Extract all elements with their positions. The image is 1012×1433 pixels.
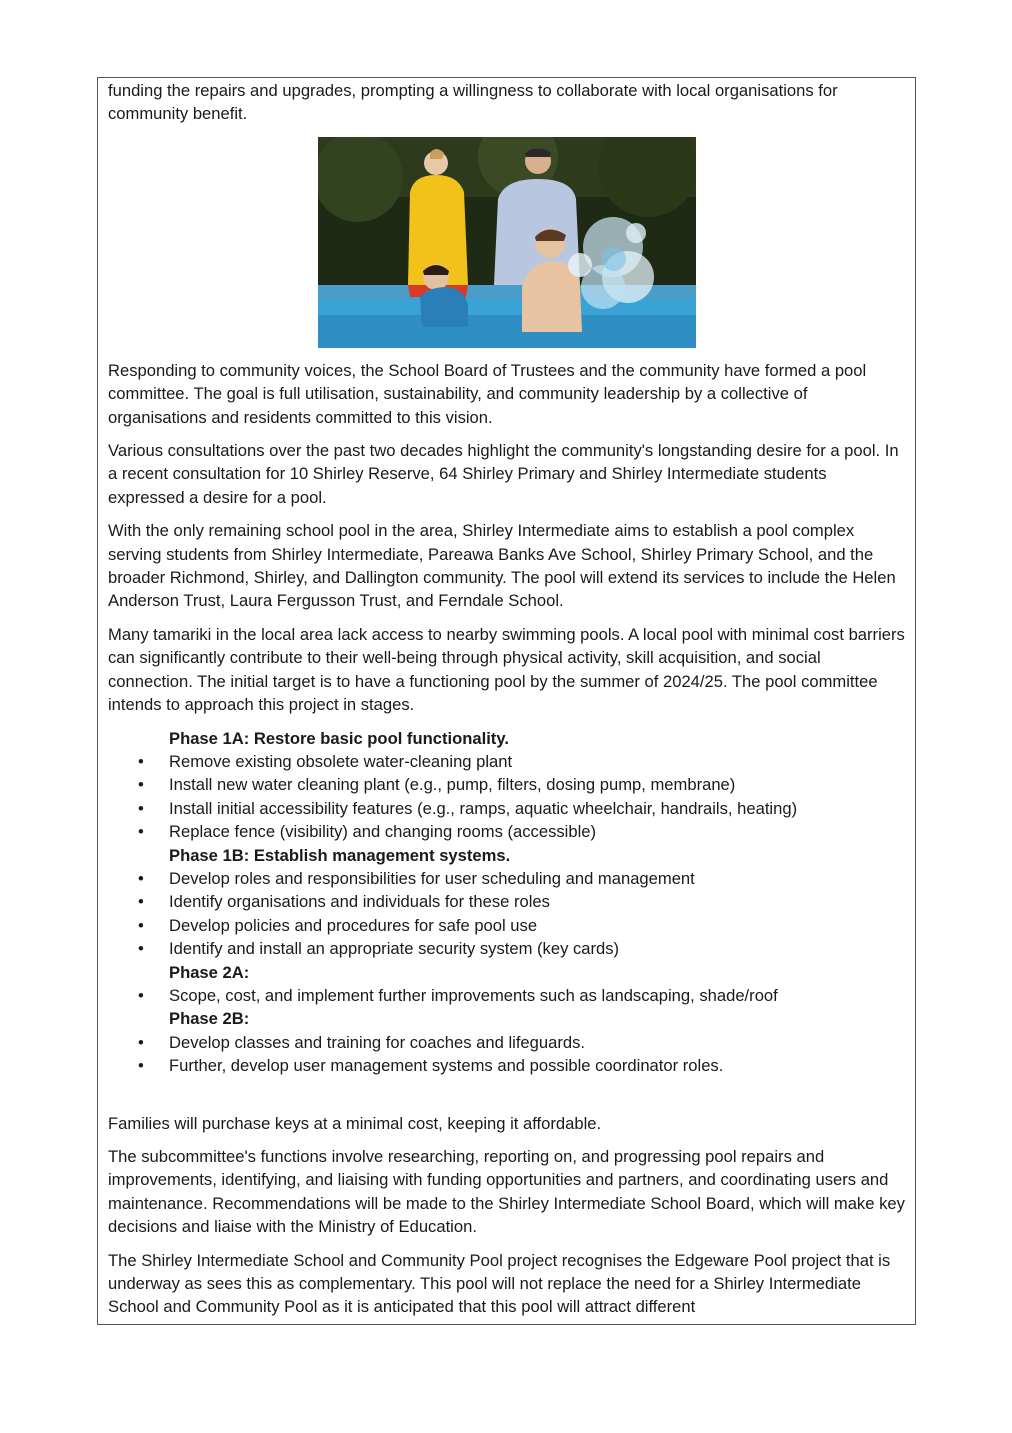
phase-items — [108, 1031, 905, 1078]
bullet-icon: • — [138, 1032, 144, 1052]
phase-items — [108, 750, 905, 844]
list-item: • Develop policies and procedures for safe pool use — [108, 914, 905, 937]
list-item: • Remove existing obsolete water-cleaning plant — [108, 750, 905, 773]
pool-photo — [318, 137, 696, 348]
phase-title: Phase 2B: — [169, 1009, 250, 1029]
list-item: • Develop classes and training for coaches and lifeguards. — [108, 1031, 905, 1054]
list-item: • Replace fence (visibility) and changing rooms (accessible) — [108, 820, 905, 843]
pool-photo-illustration — [318, 137, 696, 348]
bullet-icon: • — [138, 751, 144, 771]
bullet-icon: • — [138, 1056, 144, 1076]
pool-complex-paragraph: With the only remaining school pool in the area, Shirley Intermediate aims to establish a pool complex serving students from Shirley Intermediate, Pareawa Banks Ave School, Shirley Primary School, and the broader Richmond, Shirley, and Dallington community. The pool will extend its services to include the Helen Anderson Trust, Laura Fergusson Trust, and Ferndale School. — [108, 521, 896, 611]
list-item: • Identify organisations and individuals for these roles — [108, 890, 905, 913]
list-item: • Further, develop user management systems and possible coordinator roles. — [108, 1054, 905, 1077]
bullet-icon: • — [138, 892, 144, 912]
bullet-icon: • — [138, 985, 144, 1005]
consultation-paragraph: Various consultations over the past two decades highlight the community's longstanding desire for a pool. In a recent consultation for 10 Shirley Reserve, 64 Shirley Primary and Shirley Intermediate students expressed a desire for a pool. — [108, 441, 899, 507]
bullet-icon: • — [138, 868, 144, 888]
bullet-icon: • — [138, 915, 144, 935]
subcommittee-paragraph: The subcommittee's functions involve researching, reporting on, and progressing pool repairs and improvements, identifying, and liaising with funding opportunities and partners, and coordinating users and maintenance. Recommendations will be made to the Shirley Intermediate School Board, which will make key decisions and liaise with the Ministry of Education. — [108, 1147, 905, 1237]
bullet-icon: • — [138, 939, 144, 959]
document-frame — [97, 77, 916, 1325]
list-item: • Scope, cost, and implement further improvements such as landscaping, shade/roof — [108, 984, 905, 1007]
edgeware-paragraph: The Shirley Intermediate School and Community Pool project recognises the Edgeware Pool project that is underway as sees this as complementary. This pool will not replace the need for a Shirley Intermediate School and Community Pool as it is anticipated that this pool will attract different — [108, 1250, 891, 1317]
list-item: • Identify and install an appropriate security system (key cards) — [108, 937, 905, 960]
phases-list — [108, 727, 905, 1078]
keys-paragraph: Families will purchase keys at a minimal cost, keeping it affordable. — [108, 1113, 602, 1133]
committee-paragraph: Responding to community voices, the School Board of Trustees and the community have formed a pool committee. The goal is full utilisation, sustainability, and community leadership by a collective of organisations and residents committed to this vision. — [108, 360, 867, 427]
phase-title: Phase 1A: Restore basic pool functionality. — [169, 728, 509, 748]
intro-paragraph: funding the repairs and upgrades, prompting a willingness to collaborate with local organisations for community benefit. — [108, 81, 838, 124]
document-content — [108, 78, 905, 1319]
phase-title: Phase 2A: — [169, 962, 250, 982]
phase-items — [108, 984, 905, 1007]
list-item: • Develop roles and responsibilities for user scheduling and management — [108, 867, 905, 890]
bullet-icon: • — [138, 798, 144, 818]
phase-title: Phase 1B: Establish management systems. — [169, 845, 511, 865]
phase-items — [108, 867, 905, 961]
bullet-icon: • — [138, 822, 144, 842]
list-item: • Install initial accessibility features (e.g., ramps, aquatic wheelchair, handrails, heating) — [108, 797, 905, 820]
tamariki-paragraph: Many tamariki in the local area lack access to nearby swimming pools. A local pool with minimal cost barriers can significantly contribute to their well-being through physical activity, skill acquisition, and social connection. The initial target is to have a functioning pool by the summer of 2024/25. The pool committee intends to approach this project in stages. — [108, 624, 905, 715]
list-item: • Install new water cleaning plant (e.g., pump, filters, dosing pump, membrane) — [108, 773, 905, 796]
bullet-icon: • — [138, 775, 144, 795]
